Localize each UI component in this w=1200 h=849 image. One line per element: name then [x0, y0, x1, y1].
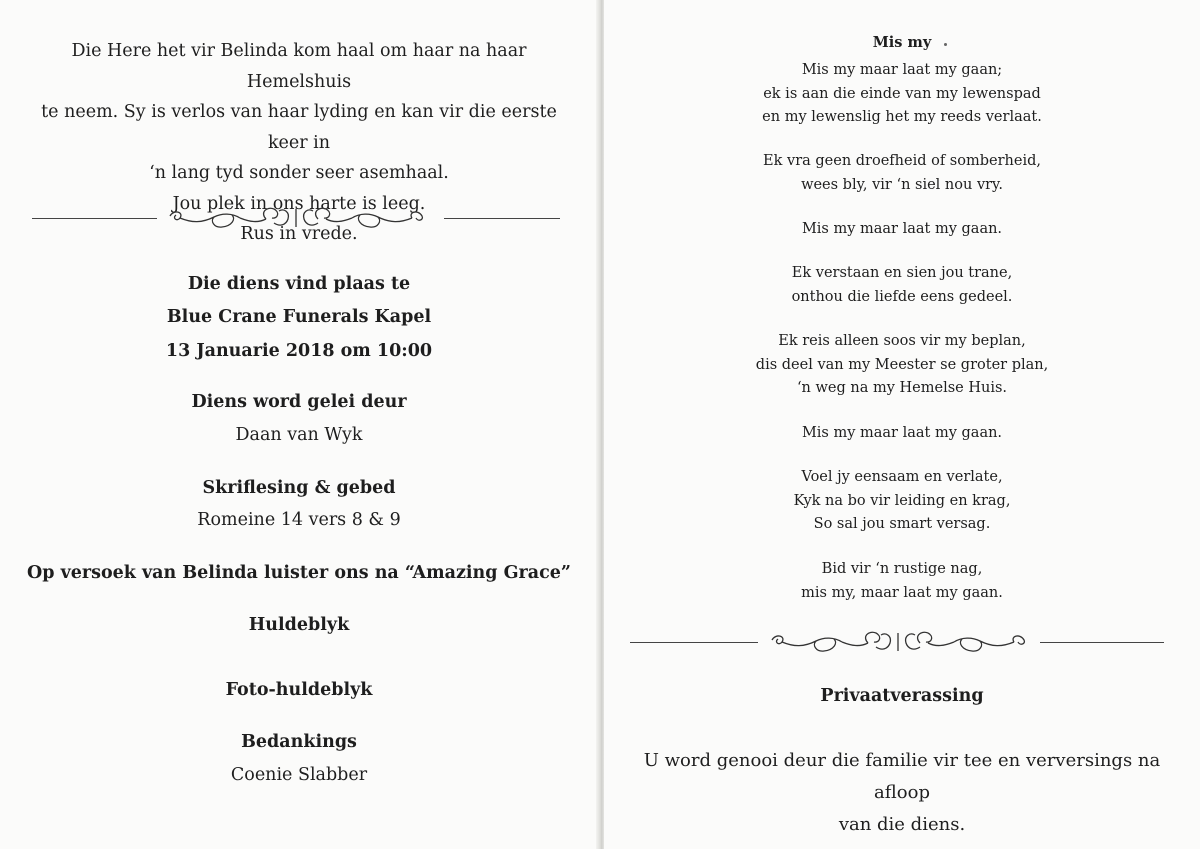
poem-stanza	[604, 150, 1200, 197]
poem-title: Mis my	[872, 34, 932, 51]
poem-stanza	[604, 466, 1200, 537]
divider-line	[444, 218, 560, 219]
flourish-icon	[764, 627, 1032, 657]
led-by-heading: Diens word gelei deur	[191, 392, 407, 412]
poem-stanza	[604, 422, 1200, 446]
poem-line: ek is aan die einde van my lewenspad	[763, 85, 1041, 102]
poem-line: Mis my maar laat my gaan.	[801, 221, 1003, 237]
ink-speck	[944, 43, 947, 46]
poem-line: Ek verstaan en sien jou trane,	[791, 265, 1013, 281]
tribute-heading: Huldeblyk	[248, 615, 350, 635]
poem-stanza	[604, 59, 1200, 130]
thanks-heading: Bedankings	[241, 732, 357, 752]
poem-line: dis deel van my Meester se groter plan,	[755, 356, 1049, 373]
scripture-reference: Romeine 14 vers 8 & 9	[197, 510, 401, 530]
closing-invitation	[624, 745, 1180, 841]
poem-line: Kyk na bo vir leiding en krag,	[793, 492, 1011, 509]
music-request: Op versoek van Belinda luister ons na “Amazing Grace”	[27, 563, 571, 583]
service-datetime: 13 Januarie 2018 om 10:00	[165, 341, 433, 361]
poem-stanza	[604, 218, 1200, 242]
right-page	[604, 0, 1200, 849]
poem-line: mis my, maar laat my gaan.	[801, 584, 1003, 601]
poem-line: onthou die liefde eens gedeel.	[791, 288, 1013, 305]
led-by-name: Daan van Wyk	[235, 425, 363, 445]
poem-line: Mis my maar laat my gaan;	[801, 62, 1003, 78]
intro-line: ‘n lang tyd sonder seer asemhaal.	[149, 163, 449, 183]
left-page	[0, 0, 598, 849]
divider-line	[32, 218, 157, 219]
ornamental-divider	[32, 203, 560, 233]
service-heading: Die diens vind plaas te	[187, 274, 411, 294]
poem-line: wees bly, vir ‘n siel nou vry.	[801, 176, 1003, 193]
divider-line	[630, 642, 758, 643]
service-venue: Blue Crane Funerals Kapel	[166, 307, 432, 327]
poem-line: So sal jou smart versag.	[813, 516, 991, 532]
thanks-name: Coenie Slabber	[230, 765, 368, 785]
intro-line: Jou plek in ons harte is leeg.	[172, 193, 426, 214]
poem-line: Voel jy eensaam en verlate,	[801, 469, 1003, 485]
poem-line: Ek vra geen droefheid of somberheid,	[763, 153, 1041, 169]
ornamental-divider	[630, 627, 1164, 657]
poem-line: Mis my maar laat my gaan.	[801, 425, 1003, 441]
photo-tribute-heading: Foto-huldeblyk	[225, 680, 373, 700]
intro-line: te neem. Sy is verlos van haar lyding en kan vir die eerste keer in	[41, 102, 557, 153]
poem-line: Bid vir ‘n rustige nag,	[821, 561, 983, 577]
poem-line: en my lewenslig het my reeds verlaat.	[762, 109, 1042, 125]
scripture-heading: Skriflesing & gebed	[202, 478, 396, 498]
flourish-icon	[162, 203, 430, 233]
poem-stanza	[604, 262, 1200, 309]
poem-line: Ek reis alleen soos vir my beplan,	[778, 333, 1026, 349]
private-heading: Privaatverassing	[820, 686, 984, 706]
divider-line	[1040, 642, 1164, 643]
closing-line: van die diens.	[838, 814, 966, 835]
intro-line: Rus in vrede.	[240, 224, 358, 244]
poem-line: ‘n weg na my Hemelse Huis.	[796, 380, 1008, 396]
poem-stanza	[604, 558, 1200, 605]
poem-stanza	[604, 330, 1200, 401]
intro-line: Die Here het vir Belinda kom haal om haar na haar Hemelshuis	[71, 41, 527, 92]
closing-line: U word genooi deur die familie vir tee en verversings na afloop	[643, 750, 1161, 803]
